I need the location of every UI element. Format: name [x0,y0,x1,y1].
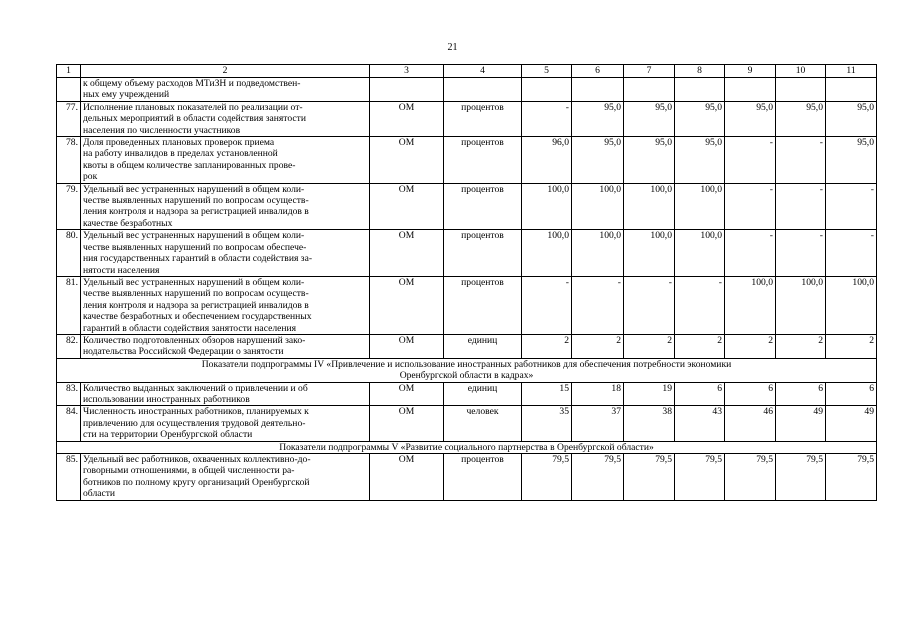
org-code: ОМ [370,183,444,230]
header-cell: 5 [522,65,572,78]
unit-cell: процентов [444,137,522,184]
org-code: ОМ [370,276,444,334]
value-cell: 35 [522,406,572,441]
value-cell: 6 [826,382,877,406]
value-cell: 100,0 [675,230,725,277]
value-cell: 79,5 [624,454,675,501]
header-cell: 6 [572,65,624,78]
header-cell: 1 [57,65,81,78]
value-cell: 100,0 [624,230,675,277]
value-cell: 100,0 [624,183,675,230]
header-cell: 11 [826,65,877,78]
value-cell: 95,0 [826,137,877,184]
value-cell: 79,5 [522,454,572,501]
section-header-row [57,441,877,453]
indicator-text: Количество выданных заключений о привлечении и об использовании иностранных работников [81,382,370,406]
value-cell: 2 [572,334,624,358]
value-cell: 37 [572,406,624,441]
indicators-table [56,64,877,501]
value-cell: 95,0 [572,101,624,136]
indicator-text: Удельный вес работников, охваченных коллективно-до- говорными отношениями, в общей численности ра- ботников по полному кругу организаций Оренбургской области [81,454,370,501]
value-cell: - [675,276,725,334]
org-code: ОМ [370,101,444,136]
value-cell: 95,0 [776,101,826,136]
row-number: 84. [57,406,81,441]
unit-cell: человек [444,406,522,441]
header-cell: 9 [725,65,776,78]
value-cell: 6 [776,382,826,406]
value-cell: 79,5 [776,454,826,501]
unit-cell: процентов [444,276,522,334]
row-number: 78. [57,137,81,184]
value-cell: 95,0 [675,101,725,136]
unit-cell: единиц [444,382,522,406]
value-cell: 2 [776,334,826,358]
section-title: Показатели подпрограммы V «Развитие социального партнерства в Оренбургской области» [57,441,877,453]
indicator-text: Исполнение плановых показателей по реализации от- дельных мероприятий в области содействия занятости населения по численности участников [81,101,370,136]
value-cell: 2 [725,334,776,358]
value-cell: 100,0 [572,183,624,230]
value-cell: 18 [572,382,624,406]
header-cell: 4 [444,65,522,78]
row-number: 80. [57,230,81,277]
indicator-text: Удельный вес устраненных нарушений в общем коли- честве выявленных нарушений по вопросам обеспече- ния государственных гарантий в области содействия за- нятости населения [81,230,370,277]
value-cell: - [776,183,826,230]
org-code: ОМ [370,137,444,184]
org-code: ОМ [370,454,444,501]
value-cell: 95,0 [624,137,675,184]
value-cell: 95,0 [572,137,624,184]
header-cell: 8 [675,65,725,78]
value-cell: - [725,230,776,277]
value-cell: 95,0 [826,101,877,136]
header-cell: 10 [776,65,826,78]
value-cell: - [624,276,675,334]
value-cell: 6 [725,382,776,406]
unit-cell: процентов [444,183,522,230]
value-cell: 6 [675,382,725,406]
value-cell: 95,0 [725,101,776,136]
value-cell: 49 [776,406,826,441]
value-cell: - [776,230,826,277]
org-code: ОМ [370,406,444,441]
indicator-text: к общему объему расходов МТиЗН и подведомствен- ных ему учреждений [81,78,370,102]
value-cell: 96,0 [522,137,572,184]
header-cell: 7 [624,65,675,78]
table-row [57,183,877,230]
row-number: 79. [57,183,81,230]
page-number: 21 [447,42,458,53]
row-number: 81. [57,276,81,334]
value-cell: - [522,101,572,136]
value-cell: 100,0 [572,230,624,277]
value-cell: 2 [675,334,725,358]
value-cell: 100,0 [522,183,572,230]
value-cell: 15 [522,382,572,406]
table-row [57,230,877,277]
value-cell: 79,5 [725,454,776,501]
unit-cell: процентов [444,101,522,136]
value-cell: 100,0 [725,276,776,334]
value-cell: 100,0 [826,276,877,334]
value-cell: - [725,137,776,184]
unit-cell: единиц [444,334,522,358]
value-cell: 79,5 [826,454,877,501]
value-cell: 100,0 [776,276,826,334]
value-cell: 43 [675,406,725,441]
value-cell: - [826,183,877,230]
value-cell: 49 [826,406,877,441]
value-cell: 95,0 [624,101,675,136]
value-cell: 79,5 [572,454,624,501]
value-cell: 79,5 [675,454,725,501]
value-cell: 46 [725,406,776,441]
header-cell: 3 [370,65,444,78]
section-header-row [57,358,877,382]
value-cell: 2 [624,334,675,358]
unit-cell: процентов [444,454,522,501]
value-cell: 100,0 [675,183,725,230]
table-row [57,276,877,334]
org-code: ОМ [370,334,444,358]
value-cell: 2 [826,334,877,358]
org-code: ОМ [370,230,444,277]
section-title: Показатели подпрограммы IV «Привлечение и использование иностранных работников для обеспечения потребности экономики Оренбургской области в кадрах» [57,358,877,382]
indicator-text: Удельный вес устраненных нарушений в общем коли- честве выявленных нарушений по вопросам осуществ- ления контроля и надзора за регистрацией инвалидов в качестве безработных и обеспечением государственных гарантий в области содействия занятости населения [81,276,370,334]
value-cell: 100,0 [522,230,572,277]
value-cell: - [776,137,826,184]
row-number: 83. [57,382,81,406]
value-cell: - [572,276,624,334]
row-number: 77. [57,101,81,136]
table-header-row [57,65,877,78]
value-cell: 2 [522,334,572,358]
table-row [57,137,877,184]
value-cell: - [725,183,776,230]
indicator-text: Удельный вес устраненных нарушений в общем коли- честве выявленных нарушений по вопросам осуществ- ления контроля и надзора за регистрацией инвалидов в качестве безработных [81,183,370,230]
value-cell: 38 [624,406,675,441]
value-cell: 95,0 [675,137,725,184]
table-row [57,454,877,501]
indicator-text: Количество подготовленных обзоров нарушений зако- нодательства Российской Федерации о занятости [81,334,370,358]
table-row [57,101,877,136]
table-row-continuation [57,78,877,102]
table-row [57,334,877,358]
org-code: ОМ [370,382,444,406]
indicator-text: Численность иностранных работников, планируемых к привлечению для осуществления трудовой деятельно- сти на территории Оренбургской области [81,406,370,441]
row-number: 82. [57,334,81,358]
value-cell: - [826,230,877,277]
value-cell: 19 [624,382,675,406]
value-cell: - [522,276,572,334]
indicator-text: Доля проведенных плановых проверок приема на работу инвалидов в пределах установленной квоты в общем количестве запланированных прове- рок [81,137,370,184]
unit-cell: процентов [444,230,522,277]
row-number: 85. [57,454,81,501]
table-row [57,406,877,441]
table-row [57,382,877,406]
header-cell: 2 [81,65,370,78]
